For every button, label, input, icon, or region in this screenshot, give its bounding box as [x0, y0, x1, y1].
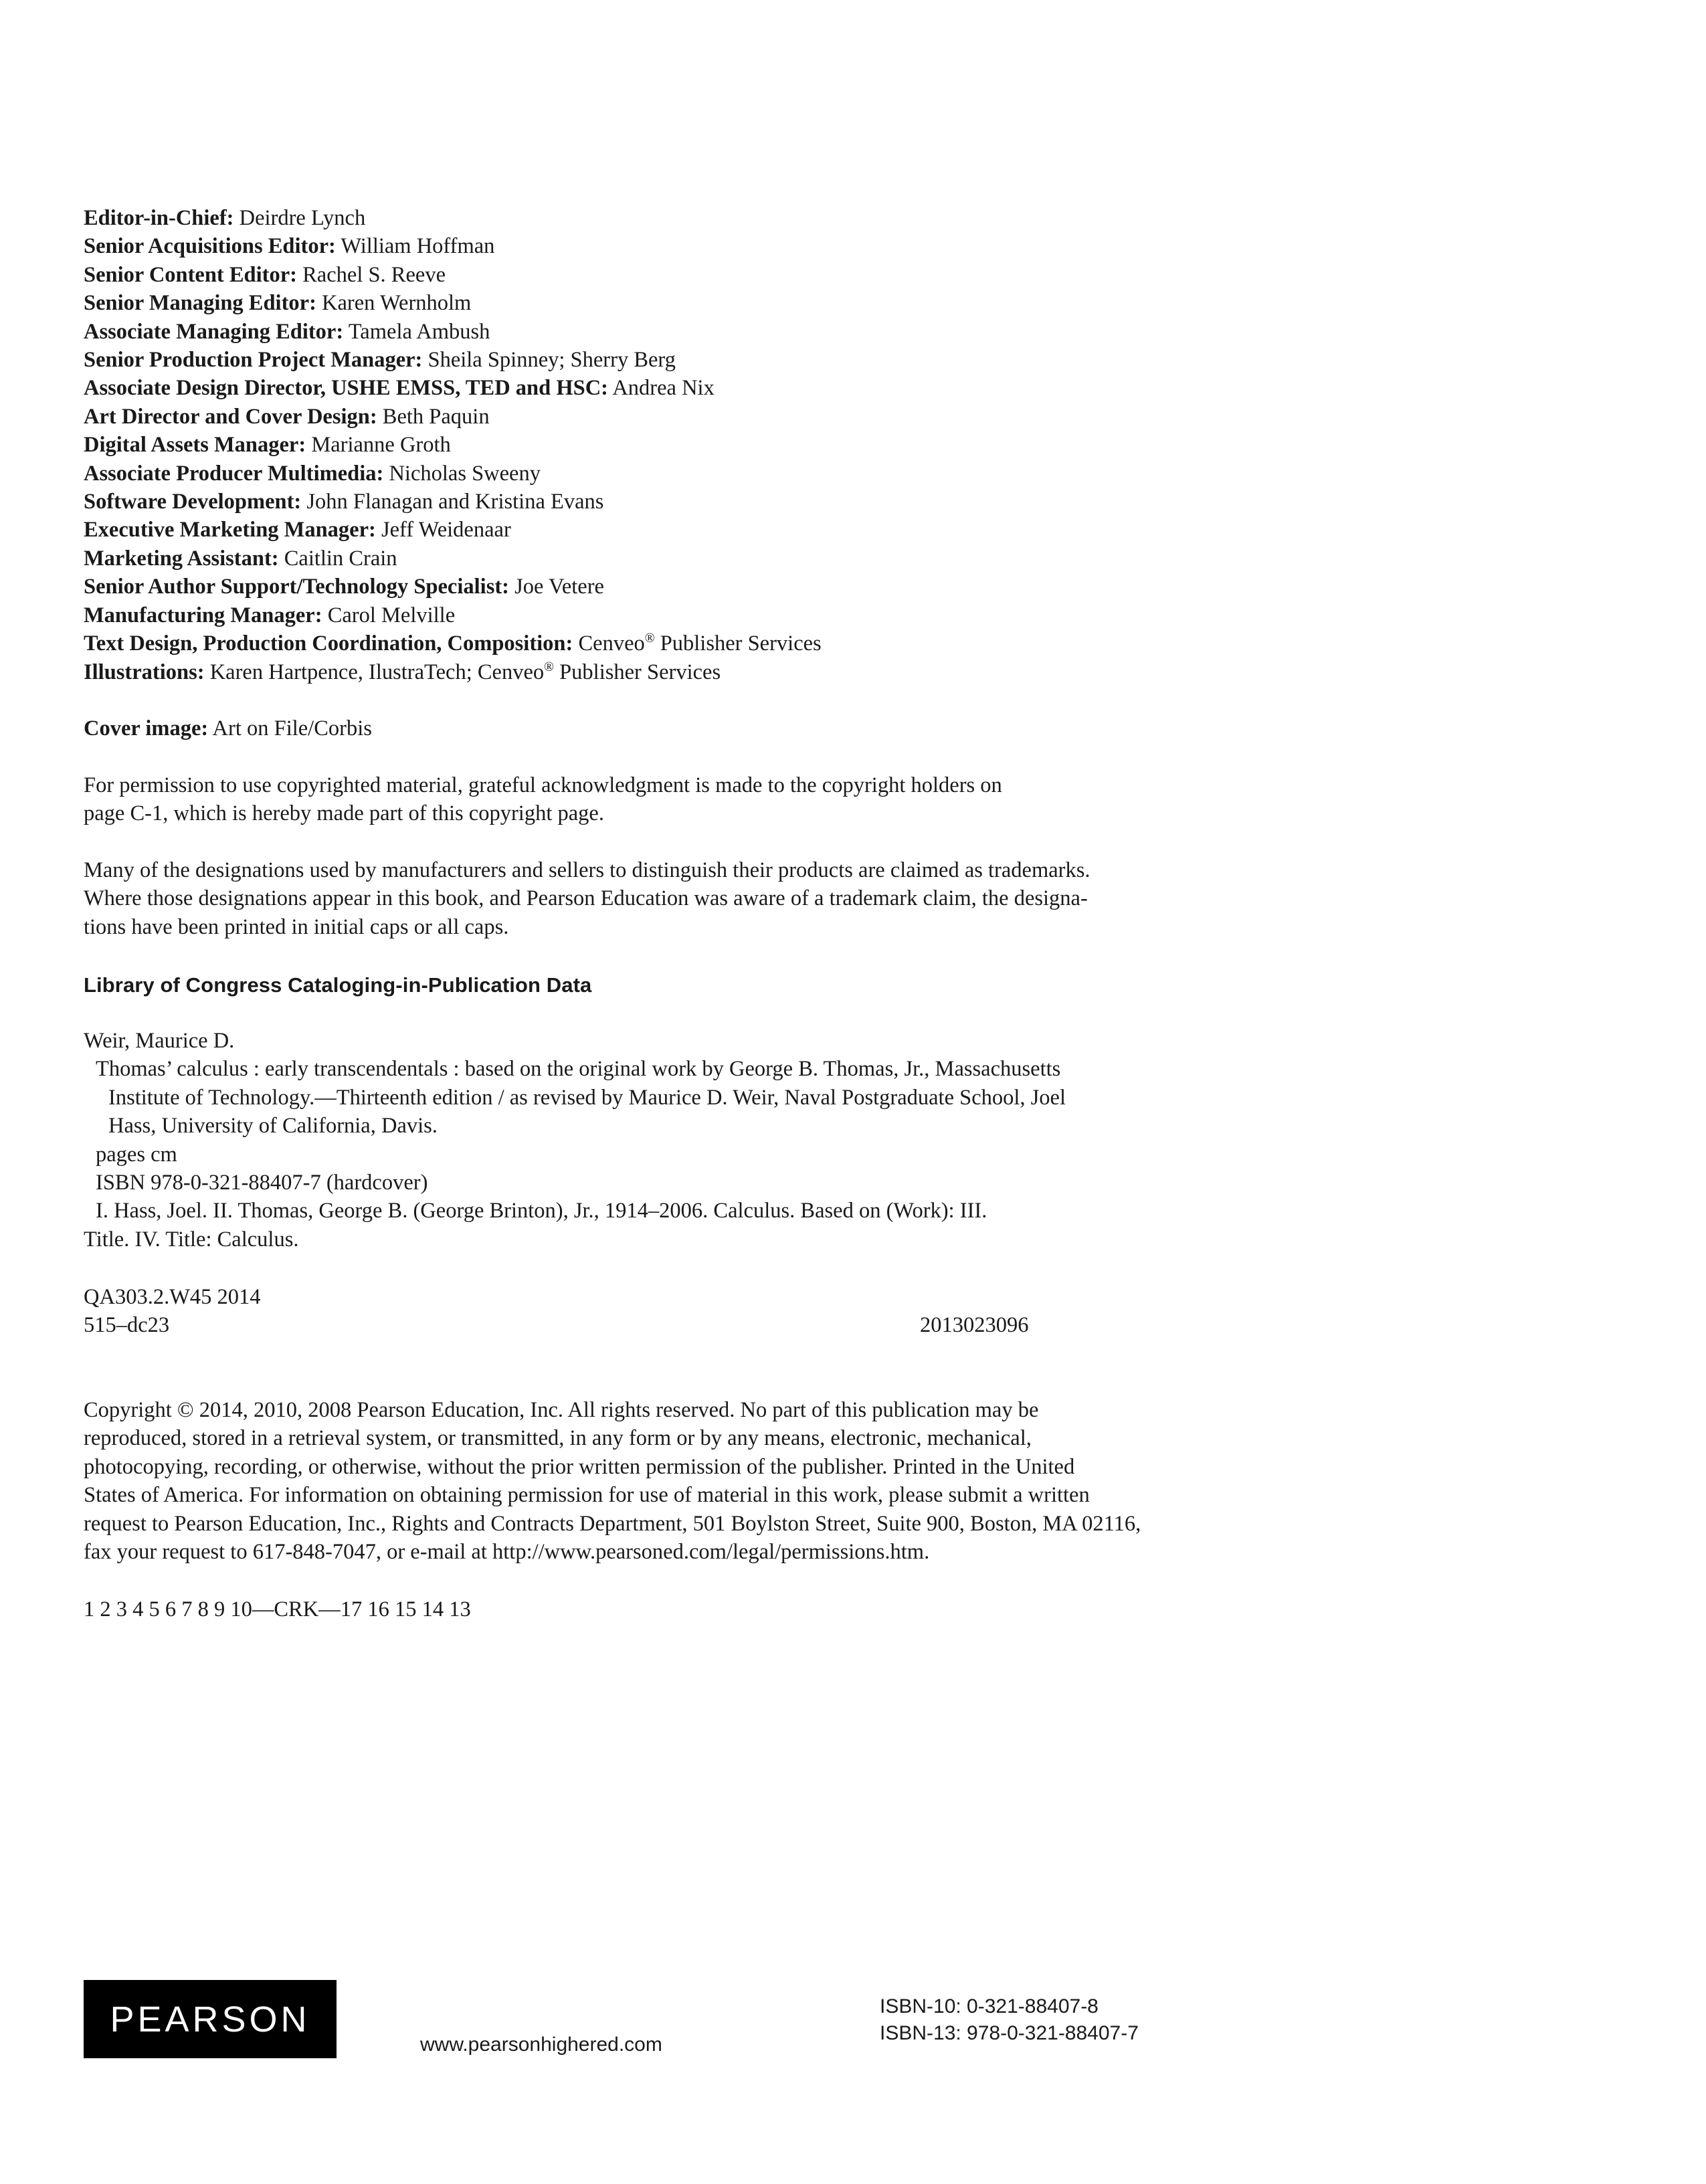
credit-line [84, 601, 1221, 629]
paragraph-line: fax your request to 617-848-7047, or e-mail at http://www.pearsoned.com/legal/permissions.htm. [84, 1540, 930, 1565]
permission-note [84, 771, 1221, 828]
cip-subjects-line: I. Hass, Joel. II. Thomas, George B. (George Brinton), Jr., 1914–2006. Calculus. Based on (Work): III. [96, 1199, 987, 1223]
credit-role: Marketing Assistant: [84, 546, 279, 571]
credit-name: Nicholas Sweeny [383, 461, 541, 486]
credit-name: Tamela Ambush [343, 319, 490, 344]
paragraph-line: Many of the designations used by manufacturers and sellers to distinguish their products are claimed as trademarks. [84, 858, 1091, 882]
credit-line [84, 346, 1221, 374]
credit-name: Beth Paquin [377, 404, 490, 429]
paragraph-line: photocopying, recording, or otherwise, without the prior written permission of the publisher. Printed in the United [84, 1454, 1075, 1479]
isbn-block [880, 1993, 1139, 2047]
pearson-logo-text: PEARSON [110, 1999, 310, 2040]
paragraph-line: Copyright © 2014, 2010, 2008 Pearson Education, Inc. All rights reserved. No part of this publication may be [84, 1398, 1039, 1422]
credit-name: William Hoffman [335, 234, 495, 259]
credit-role: Senior Acquisitions Editor: [84, 234, 336, 259]
paragraph-line: For permission to use copyrighted material, grateful acknowledgment is made to the copyright holders on [84, 773, 1002, 797]
paragraph-line: Where those designations appear in this book, and Pearson Education was aware of a trademark claim, the designa- [84, 886, 1088, 911]
isbn-13: ISBN-13: 978-0-321-88407-7 [880, 2022, 1139, 2044]
paragraph-line: reproduced, stored in a retrieval system, or transmitted, in any form or by any means, electronic, mechanical, [84, 1426, 1032, 1451]
credit-role: Associate Managing Editor: [84, 319, 344, 344]
credit-name: Deirdre Lynch [233, 206, 366, 230]
lccn: 2013023096 [920, 1313, 1029, 1338]
paragraph-line: tions have been printed in initial caps or all caps. [84, 914, 509, 939]
credit-line [84, 261, 1221, 289]
credits-list [84, 204, 1221, 686]
credit-role: Digital Assets Manager: [84, 433, 306, 458]
credit-line [84, 629, 1221, 658]
credit-line [84, 573, 1221, 601]
credit-role: Senior Managing Editor: [84, 291, 316, 316]
isbn-10: ISBN-10: 0-321-88407-8 [880, 1995, 1099, 2017]
credit-role: Senior Author Support/Technology Specialist: [84, 575, 509, 599]
cover-image-credit [84, 714, 1221, 742]
credit-name: Rachel S. Reeve [297, 262, 446, 287]
cip-author: Weir, Maurice D. [84, 1029, 235, 1053]
credit-role: Associate Design Director, USHE EMSS, TED and HSC: [84, 376, 608, 401]
credit-role: Software Development: [84, 490, 302, 514]
cip-title-line: Hass, University of California, Davis. [108, 1114, 438, 1138]
credit-line [84, 289, 1221, 317]
credit-name: Sheila Spinney; Sherry Berg [422, 348, 676, 373]
cip-title-line: Thomas’ calculus : early transcendentals : based on the original work by George B. Thomas, Jr., Massachusetts [96, 1057, 1061, 1082]
publisher-website: www.pearsonhighered.com [420, 2033, 662, 2056]
printing-line [84, 1595, 1221, 1623]
paragraph-line: States of America. For information on obtaining permission for use of material in this work, please submit a written [84, 1483, 1090, 1508]
credit-name: Andrea Nix [607, 376, 715, 401]
credit-role: Manufacturing Manager: [84, 603, 322, 627]
credit-role: Editor-in-Chief: [84, 206, 234, 230]
credit-line [84, 318, 1221, 346]
printing-line-text: 1 2 3 4 5 6 7 8 9 10—CRK—17 16 15 14 13 [84, 1597, 471, 1621]
credit-name: Caitlin Crain [278, 546, 397, 571]
credit-line [84, 658, 1221, 686]
classification [84, 1283, 1221, 1340]
credit-line [84, 488, 1221, 516]
credit-role: Associate Producer Multimedia: [84, 461, 384, 486]
credit-line [84, 516, 1221, 544]
paragraph-line: request to Pearson Education, Inc., Rights and Contracts Department, 501 Boylston Street, Suite 900, Boston, MA 02116, [84, 1511, 1141, 1536]
credit-line [84, 431, 1221, 459]
credit-name: Carol Melville [322, 603, 456, 627]
credit-name: Cenveo® Publisher Services [573, 631, 822, 656]
credit-name: Jeff Weidenaar [375, 518, 511, 542]
credit-role: Text Design, Production Coordination, Composition: [84, 631, 573, 656]
cover-image-value: Art on File/Corbis [208, 716, 372, 740]
credit-name: John Flanagan and Kristina Evans [301, 490, 604, 514]
pearson-logo [84, 1980, 337, 2058]
cover-image-label: Cover image: [84, 716, 209, 740]
credit-role: Illustrations: [84, 660, 205, 684]
classification-row [84, 1311, 1221, 1339]
credit-line [84, 232, 1221, 260]
credit-line [84, 204, 1221, 232]
cip-record [84, 1027, 1221, 1254]
credit-name: Joe Vetere [509, 575, 604, 599]
credit-role: Art Director and Cover Design: [84, 404, 377, 429]
cip-isbn: ISBN 978-0-321-88407-7 (hardcover) [96, 1171, 428, 1195]
credit-role: Senior Content Editor: [84, 262, 297, 287]
trademark-note [84, 856, 1221, 941]
credit-name: Karen Hartpence, IlustraTech; Cenveo® Publisher Services [204, 660, 721, 684]
cip-heading: Library of Congress Cataloging-in-Publication Data [84, 973, 592, 997]
credit-line [84, 544, 1221, 573]
copyright-notice [84, 1396, 1221, 1566]
credit-name: Marianne Groth [306, 433, 451, 458]
cip-subjects-line: Title. IV. Title: Calculus. [84, 1227, 299, 1252]
credit-line [84, 460, 1221, 488]
credit-line [84, 403, 1221, 431]
lc-class: QA303.2.W45 2014 [84, 1285, 261, 1309]
cip-title-line: Institute of Technology.—Thirteenth edition / as revised by Maurice D. Weir, Naval Postgraduate School, Joel [108, 1085, 1066, 1110]
credit-line [84, 374, 1221, 402]
credit-name: Karen Wernholm [316, 291, 472, 316]
cip-pages: pages cm [96, 1142, 177, 1167]
dewey-number: 515–dc23 [84, 1313, 170, 1338]
credit-role: Senior Production Project Manager: [84, 348, 423, 373]
credit-role: Executive Marketing Manager: [84, 518, 376, 542]
paragraph-line: page C-1, which is hereby made part of this copyright page. [84, 801, 604, 826]
